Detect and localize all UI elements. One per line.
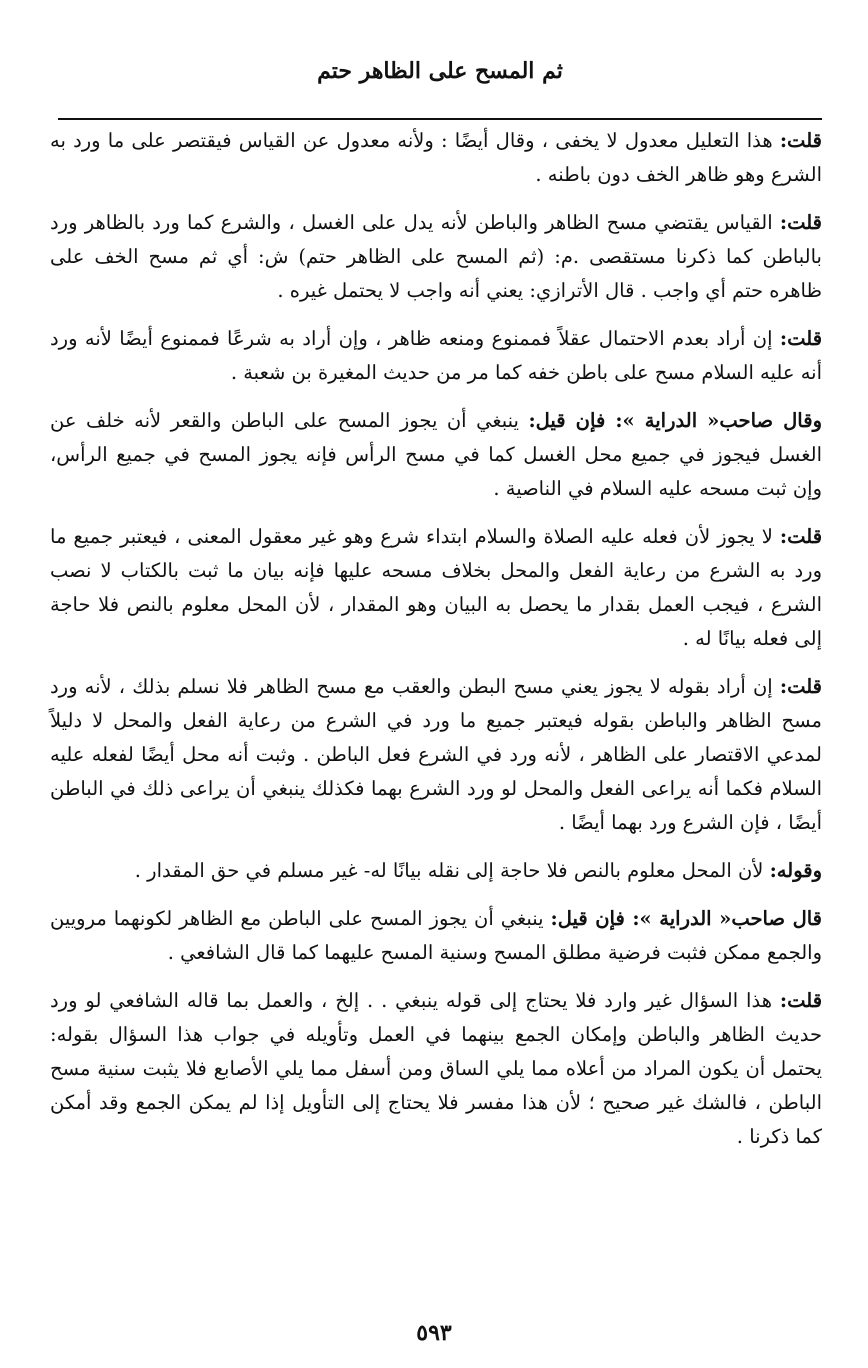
paragraph-9 bbox=[50, 984, 822, 1154]
paragraph-text: القياس يقتضي مسح الظاهر والباطن لأنه يدل على الغسل ، والشرع كما ورد بالظاهر ورد بالباطن كما ذكرنا مستقصى .م: (ثم المسح على الظاهر حتم) ش: أي ثم مسح الخف على ظاهره حتم أي واجب . قال الأترازي: يعني أنه واجب لا يحتمل غيره . bbox=[50, 211, 822, 302]
paragraph-text: إن أراد بقوله لا يجوز يعني مسح البطن والعقب مع مسح الظاهر فلا نسلم بذلك ، لأنه ورد مسح الظاهر والباطن بقوله فيعتبر جميع ما ورد في الشرع من رعاية الفعل والمحل لا دليلاً لمدعي الاقتصار على الظاهر ، لأنه ورد في الشرع فعل الباطن . وثبت أنه محل أيضًا لفعله عليه السلام فكما أنه يراعى الفعل والمحل لو ورد الشرع بهما فكذلك ينبغي أن يراعى ذلك في الباطن أيضًا ، فإن الشرع ورد بهما أيضًا . bbox=[50, 675, 822, 834]
paragraph-2 bbox=[50, 206, 822, 308]
paragraph-lead: وقال صاحب« الدراية »: فإن قيل: bbox=[528, 409, 822, 432]
paragraph-lead: قال صاحب« الدراية »: فإن قيل: bbox=[550, 907, 823, 930]
paragraph-lead: قلت: bbox=[779, 989, 823, 1012]
paragraph-1 bbox=[50, 124, 822, 192]
paragraph-text: إن أراد بعدم الاحتمال عقلاً فممنوع ومنعه ظاهر ، وإن أراد به شرعًا فممنوع أيضًا لأنه ورد أنه عليه السلام مسح على باطن خفه كما مر من حديث المغيرة بن شعبة . bbox=[50, 327, 822, 384]
paragraph-lead: وقوله: bbox=[769, 859, 822, 882]
paragraph-text: هذا السؤال غير وارد فلا يحتاج إلى قوله ينبغي . . إلخ ، والعمل بما قاله الشافعي لو ورد حديث الظاهر والباطن وإمكان الجمع بينهما في العمل وتأويله في جواب هذا السؤال بقوله: يحتمل أن يكون المراد من أعلاه مما يلي الساق ومن أسفل مما يلي الأصابع فلا يثبت سنية مسح الباطن ، فالشك غير صحيح ؛ لأن هذا مفسر فلا يحتاج إلى التأويل إذا لم يمكن الجمع وقد أمكن كما ذكرنا . bbox=[50, 989, 822, 1148]
body-text bbox=[50, 124, 822, 1168]
page-number: ٥٩٣ bbox=[416, 1320, 452, 1346]
paragraph-5 bbox=[50, 520, 822, 656]
paragraph-lead: قلت: bbox=[779, 327, 823, 350]
paragraph-3 bbox=[50, 322, 822, 390]
running-header: ثم المسح على الظاهر حتم bbox=[317, 58, 563, 84]
paragraph-8 bbox=[50, 902, 822, 970]
paragraph-text: لا يجوز لأن فعله عليه الصلاة والسلام ابتداء شرع وهو غير معقول المعنى ، فيعتبر جميع ما ورد به الشرع من رعاية الفعل والمحل بخلاف مسحه عليها فإنه بيان ما ثبت بالكتاب لا نصب الشرع ، فيجب العمل بقدار ما يحصل به البيان وهو المقدار ، لأن المحل معلوم بالنص فلا حاجة إلى فعله بيانًا له . bbox=[50, 525, 822, 650]
paragraph-lead: قلت: bbox=[779, 129, 822, 152]
paragraph-lead: قلت: bbox=[779, 211, 822, 234]
paragraph-text: ينبغي أن يجوز المسح على الباطن والقعر لأنه خلف عن الغسل فيجوز في جميع محل الغسل كما في مسح الرأس فإنه يجوز المسح في جميع الرأس، وإن ثبت مسحه عليه السلام في الناصية . bbox=[50, 409, 822, 500]
header-rule bbox=[58, 118, 822, 120]
paragraph-4 bbox=[50, 404, 822, 506]
paragraph-text: هذا التعليل معدول لا يخفى ، وقال أيضًا : ولأنه معدول عن القياس فيقتصر على ما ورد به الشرع وهو ظاهر الخف دون باطنه . bbox=[50, 129, 822, 186]
paragraph-lead: قلت: bbox=[779, 675, 822, 698]
paragraph-lead: قلت: bbox=[779, 525, 823, 548]
paragraph-6 bbox=[50, 670, 822, 840]
paragraph-7 bbox=[50, 854, 822, 888]
paragraph-text: ينبغي أن يجوز المسح على الباطن مع الظاهر لكونهما مرويين والجمع ممكن فثبت فرضية مطلق المسح وسنية المسح عليهما كما قال الشافعي . bbox=[50, 907, 822, 964]
paragraph-text: لأن المحل معلوم بالنص فلا حاجة إلى نقله بيانًا له- غير مسلم في حق المقدار . bbox=[134, 859, 764, 882]
